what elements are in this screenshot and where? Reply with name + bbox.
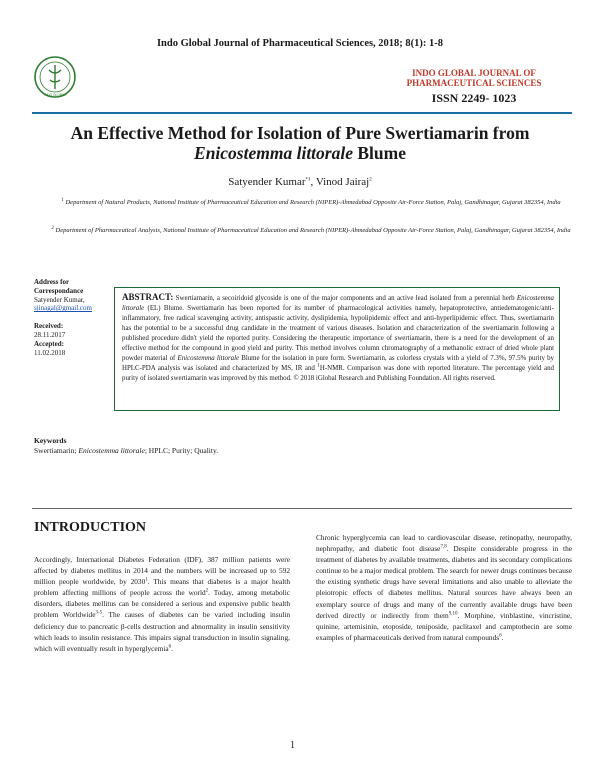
- page-number: 1: [290, 740, 295, 751]
- keywords-species: Enicostemma littorale: [78, 446, 145, 455]
- affiliation-2: [36, 226, 586, 236]
- address-label: Address for Correspondance: [34, 278, 84, 295]
- paper-title: [30, 123, 570, 163]
- author-2-sup: 2: [369, 177, 372, 183]
- intro-right-text-1: Chronic hyperglycemia can lead to cardiovascular disease, retinopathy, neuropathy, nephropathy, and diabetic foot disease: [316, 533, 572, 554]
- affiliation-1-sup: 1: [61, 197, 64, 203]
- intro-right-column: [316, 532, 572, 643]
- section-rule: [32, 508, 572, 509]
- citation-sup: 1: [145, 577, 148, 583]
- introduction-heading: INTRODUCTION: [34, 520, 147, 535]
- correspondent-email-link[interactable]: sjinagal@gmail.com: [34, 304, 92, 313]
- intro-right-text-2: . Despite considerable progress in the treatment of diabetes by available treatments, diabetes and its secondary complications continue to be a major medical problem. The search for newer drugs continues because the existing synthetic drugs have several limitations and also unable to alleviate the pleiotropic effects of diabetes mellitus. Natural sources have always been an exemplary source of drugs and many of the currently available drugs have been derived directly or indirectly from them: [316, 544, 573, 620]
- citation-sup: 6: [499, 633, 502, 639]
- logo-text: INDO GLOBAL: [44, 93, 66, 97]
- affiliation-2-sup: 2: [51, 225, 54, 231]
- author-1: Satyender Kumar: [228, 176, 306, 188]
- abstract-text-3: Blume for the isolation in pure form. Swertiamarin, as colorless crystals with a yield of 7.3%, 97.5% purity by HPLC-PDA analysis was isolated and characterized by MS, IR and: [122, 355, 554, 373]
- citation-sup: 9,10: [448, 611, 458, 617]
- abstract-box: [114, 287, 560, 411]
- received-date: 28.11.2017: [34, 330, 66, 339]
- author-1-sup: *1: [305, 177, 311, 183]
- journal-name: INDO GLOBAL JOURNAL OF PHARMACEUTICAL SCIENCES: [406, 68, 542, 88]
- title-line1: An Effective Method for Isolation of Pure Swertiamarin from: [70, 123, 530, 143]
- correspondent-name: Satyender Kumar,: [34, 295, 85, 304]
- issn: ISSN 2249- 1023: [431, 91, 517, 105]
- correspondence-sidebar: [34, 278, 106, 357]
- title-rest: Blume: [352, 143, 406, 163]
- intro-left-text-1: Accordingly, International Diabetes Federation (IDF), 387 million patients were affected by diabetes mellitus in 2014 and the numbers will be increased up to 592 million people worldwide, by 2030: [34, 555, 290, 587]
- abstract-sup: 1: [317, 364, 320, 370]
- intro-right-text-4: .: [501, 632, 504, 642]
- keywords-text-2: ; HPLC; Purity; Quality.: [144, 446, 219, 455]
- abstract-species-2: Enicostemma littorale: [177, 355, 240, 363]
- abstract-text-1: Swertiamarin, a secoiridoid glycoside is one of the major components and an active lead isolated from a perennial herb: [173, 295, 517, 302]
- journal-id-box: [394, 68, 554, 106]
- citation-sup: 2: [205, 588, 209, 594]
- intro-left-column: [34, 554, 290, 654]
- affiliation-1-text: Department of Natural Products, National Institute of Pharmaceutical Education and Research (NIPER)-Ahmedabad Opposite Air-Force Station, Palaj, Gandhinagar, Gujarat 382354, India: [65, 199, 561, 206]
- authors: Satyender Kumar$^{*1}$, Vinod Jairaj$^2$: [228, 176, 372, 188]
- header-rule: [32, 112, 572, 114]
- abstract-species-1: Enicostemma littorale: [122, 295, 554, 313]
- abstract-text-2: (EL) Blume. Swertiamarin has been reported for its number of pharmacological activities namely, hepatoprotective, antiedematogenic/anti-inflammatory, free radical scavenging activity, antispastic activity, dyslipidemia, hypolipidemic effect and anti-hyperlipidemic effect. Thus, swertiamarin has the potential to be a successful drug candidate in the treatment of various diseases. Isolation and characterization of the swertiamarin following a published procedure didn't yield the reported purity. Considering the therapeutic importance of swertiamarin, there is a need for the development of an effective method for the compound in good yield and purity. This method involves column chromatography of a methanolic extract of dried whole plant powder material of: [122, 305, 554, 363]
- journal-header: Indo Global Journal of Pharmaceutical Sciences, 2018; 8(1): 1-8: [156, 38, 444, 49]
- intro-right-text-3: . Morphine, vinblastine, vincristine, quinine, artemisinin, etoposide, teniposide, paclitaxel and camptothecin are some examples of pharmaceuticals derived from natural compounds: [316, 610, 572, 642]
- abstract-text-4: H-NMR. Comparison was done with reported literature. The percentage yield and purity of isolated swertiamarin was improved by this method. © 2018 iGlobal Research and Publishing Foundation. All rights reserved.: [122, 365, 555, 383]
- accepted-label: Accepted:: [34, 339, 64, 348]
- affiliation-1: [36, 198, 586, 208]
- citation-sup: 3-5: [95, 611, 103, 617]
- abstract-label: ABSTRACT:: [122, 292, 174, 302]
- received-label: Received:: [34, 322, 64, 331]
- keywords: [34, 436, 574, 456]
- intro-left-text-2: . This means that diabetes is a major health problem affecting millions of people across the world: [34, 577, 290, 598]
- journal-logo: [34, 56, 76, 98]
- accepted-date: 11.02.2018: [34, 348, 66, 357]
- author-2: Vinod Jairaj: [315, 176, 370, 188]
- title-species: Enicostemma littorale: [194, 143, 353, 163]
- affiliation-2-text: Department of Pharmaceutical Analysis, National Institute of Pharmaceutical Education and Research (NIPER)-Ahmedabad Opposite Air-Force Station, Palaj, Gandhinagar, Gujarat 382354, India: [55, 227, 571, 234]
- keywords-label: Keywords: [34, 436, 67, 445]
- intro-left-text-5: .: [171, 643, 174, 653]
- keywords-text-1: Swertiamarin;: [34, 446, 79, 455]
- citation-sup: 7,8: [440, 544, 447, 550]
- intro-left-text-3: . Today, among metabolic disorders, diabetes mellitus can be considered a serious and expensive public health problem Worldwide: [34, 588, 290, 620]
- intro-left-text-4: . The causes of diabetes can be varied including insulin deficiency due to pancreatic β-cells destruction and abnormality in insulin sensitivity which leads to insulin resistance. This impairs signal transduction in insulin signaling, which will eventually result in hyperglycemia: [34, 610, 290, 653]
- citation-sup: 6: [168, 644, 172, 650]
